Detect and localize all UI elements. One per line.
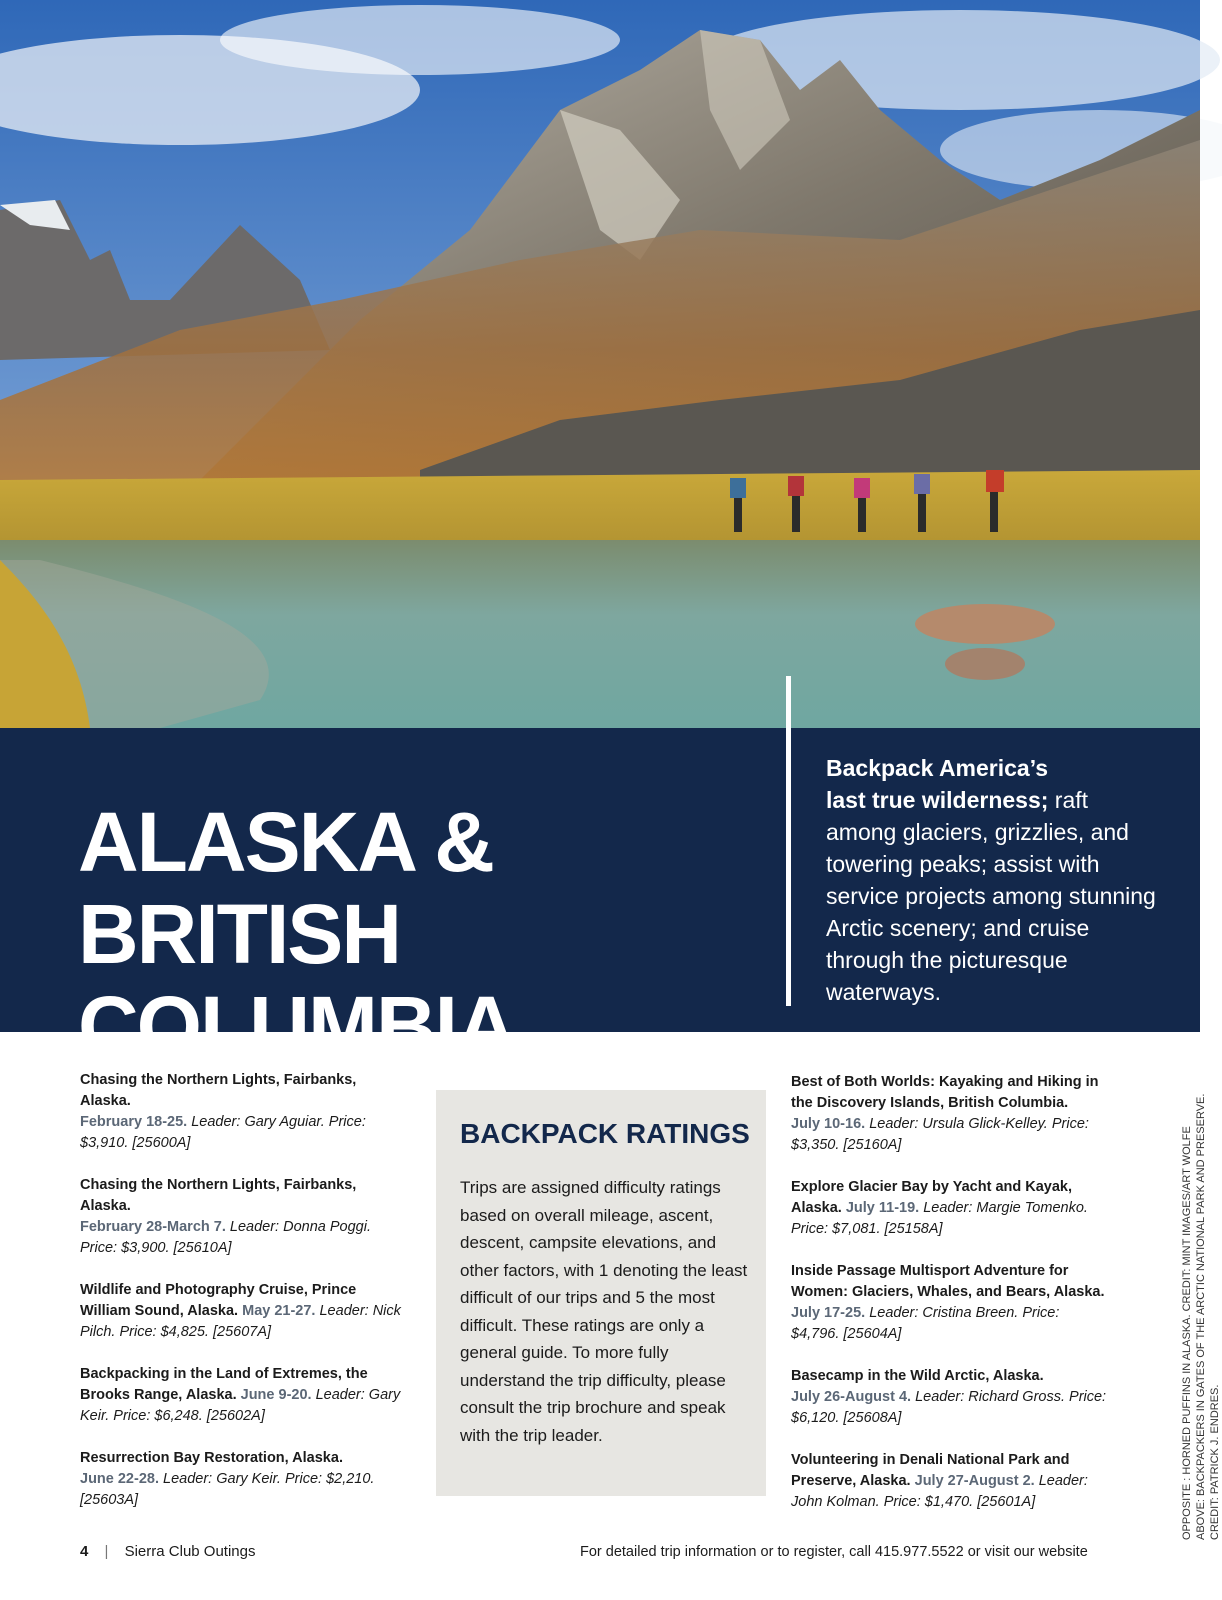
intro-bold-1: Backpack America’s — [826, 755, 1049, 781]
trip-date: July 26-August 4. — [791, 1389, 912, 1405]
credit-line-3: CREDIT: PATRICK J. ENDRES. — [1209, 1384, 1221, 1540]
backpack-ratings-box — [436, 1090, 766, 1496]
trip-title: Wildlife and Photography Cruise, Prince William Sound, Alaska. — [80, 1282, 357, 1319]
trip-details: Leader: John Kolman. Price: $1,470. [25601A] — [791, 1473, 1088, 1510]
trip-title: Chasing the Northern Lights, Fairbanks, Alaska. — [80, 1072, 357, 1109]
trip-item[interactable] — [791, 1450, 1111, 1513]
trip-item[interactable] — [791, 1177, 1111, 1240]
trip-title: Inside Passage Multisport Adventure for Women: Glaciers, Whales, and Bears, Alaska. — [791, 1263, 1105, 1300]
region-title — [78, 796, 778, 1072]
trip-item[interactable] — [80, 1175, 410, 1259]
trip-item[interactable] — [80, 1280, 410, 1343]
trip-date: July 11-19. — [845, 1200, 920, 1216]
trip-details: Leader: Gary Keir. Price: $2,210. [25603A] — [80, 1471, 375, 1508]
trip-details: Leader: Gary Aguiar. Price: $3,910. [25600A] — [80, 1114, 366, 1151]
trip-item[interactable] — [791, 1261, 1111, 1345]
region-banner — [0, 728, 1200, 1073]
trip-details: Leader: Cristina Breen. Price: $4,796. [25604A] — [791, 1305, 1060, 1342]
trip-item[interactable] — [80, 1070, 410, 1154]
trip-date: May 21-27. — [242, 1303, 316, 1319]
trip-list-right — [791, 1072, 1111, 1534]
trip-title: Basecamp in the Wild Arctic, Alaska. — [791, 1368, 1044, 1384]
hero-landscape-illustration — [0, 0, 1200, 728]
trip-details: Leader: Richard Gross. Price: $6,120. [25608A] — [791, 1389, 1107, 1426]
page-number: 4 — [80, 1543, 89, 1560]
credit-line-1: OPPOSITE : HORNED PUFFINS IN ALASKA. CREDIT: MINT IMAGES/ART WOLFE — [1181, 1126, 1193, 1540]
trip-title: Explore Glacier Bay by Yacht and Kayak, Alaska. — [791, 1179, 1073, 1216]
intro-rest: raft among glaciers, grizzlies, and towering peaks; assist with service projects among stunning Arctic scenery; and cruise through the picturesque waterways. — [826, 787, 1156, 1005]
ratings-body: Trips are assigned difficulty ratings based on overall mileage, ascent, descent, campsite elevations, and other factors, with 1 denoting the least difficult of our trips and 5 the most difficult. These ratings are only a general guide. To more fully understand the trip difficulty, please consult the trip brochure and speak with the trip leader. — [460, 1178, 748, 1445]
trip-date: June 22-28. — [80, 1471, 159, 1487]
trip-title: Chasing the Northern Lights, Fairbanks, Alaska. — [80, 1177, 357, 1214]
trip-date: July 27-August 2. — [914, 1473, 1035, 1489]
trip-title: Backpacking in the Land of Extremes, the Brooks Range, Alaska. — [80, 1366, 368, 1403]
region-intro — [826, 752, 1156, 1008]
contact-line: For detailed trip information or to register, call 415.977.5522 or visit our website — [580, 1544, 1088, 1560]
trip-item[interactable] — [80, 1448, 410, 1511]
page-footer-left — [80, 1543, 256, 1560]
photo-credit — [1180, 1090, 1222, 1540]
trip-details: Leader: Ursula Glick-Kelley. Price: $3,350. [25160A] — [791, 1116, 1089, 1153]
trip-list-left — [80, 1070, 410, 1532]
trip-title: Resurrection Bay Restoration, Alaska. — [80, 1450, 343, 1466]
trip-date: February 18-25. — [80, 1114, 188, 1130]
trip-details: Leader: Margie Tomenko. Price: $7,081. [25158A] — [791, 1200, 1088, 1237]
trip-item[interactable] — [80, 1364, 410, 1427]
trip-date: July 17-25. — [791, 1305, 866, 1321]
trip-item[interactable] — [791, 1072, 1111, 1156]
trip-details: Leader: Nick Pilch. Price: $4,825. [25607A] — [80, 1303, 401, 1340]
intro-bold-2: last true wilderness; — [826, 787, 1049, 813]
banner-divider — [786, 676, 791, 1006]
footer-separator: | — [104, 1543, 109, 1560]
publication-name: Sierra Club Outings — [124, 1543, 256, 1560]
ratings-title: BACKPACK RATINGS — [460, 1118, 750, 1149]
credit-line-2: ABOVE: BACKPACKERS IN GATES OF THE ARCTIC NATIONAL PARK AND PRESERVE. — [1195, 1093, 1207, 1540]
region-title-line2: BRITISH COLUMBIA — [78, 887, 515, 1073]
trip-title: Best of Both Worlds: Kayaking and Hiking in the Discovery Islands, British Columbia. — [791, 1074, 1099, 1111]
trip-details: Leader: Donna Poggi. Price: $3,900. [25610A] — [80, 1219, 371, 1256]
hero-photo — [0, 0, 1200, 728]
trip-item[interactable] — [791, 1366, 1111, 1429]
trip-date: July 10-16. — [791, 1116, 866, 1132]
trip-title: Volunteering in Denali National Park and Preserve, Alaska. — [791, 1452, 1070, 1489]
trip-date: June 9-20. — [240, 1387, 312, 1403]
trip-details: Leader: Gary Keir. Price: $6,248. [25602A] — [80, 1387, 401, 1424]
trip-date: February 28-March 7. — [80, 1219, 226, 1235]
region-title-line1: ALASKA & — [78, 795, 493, 889]
